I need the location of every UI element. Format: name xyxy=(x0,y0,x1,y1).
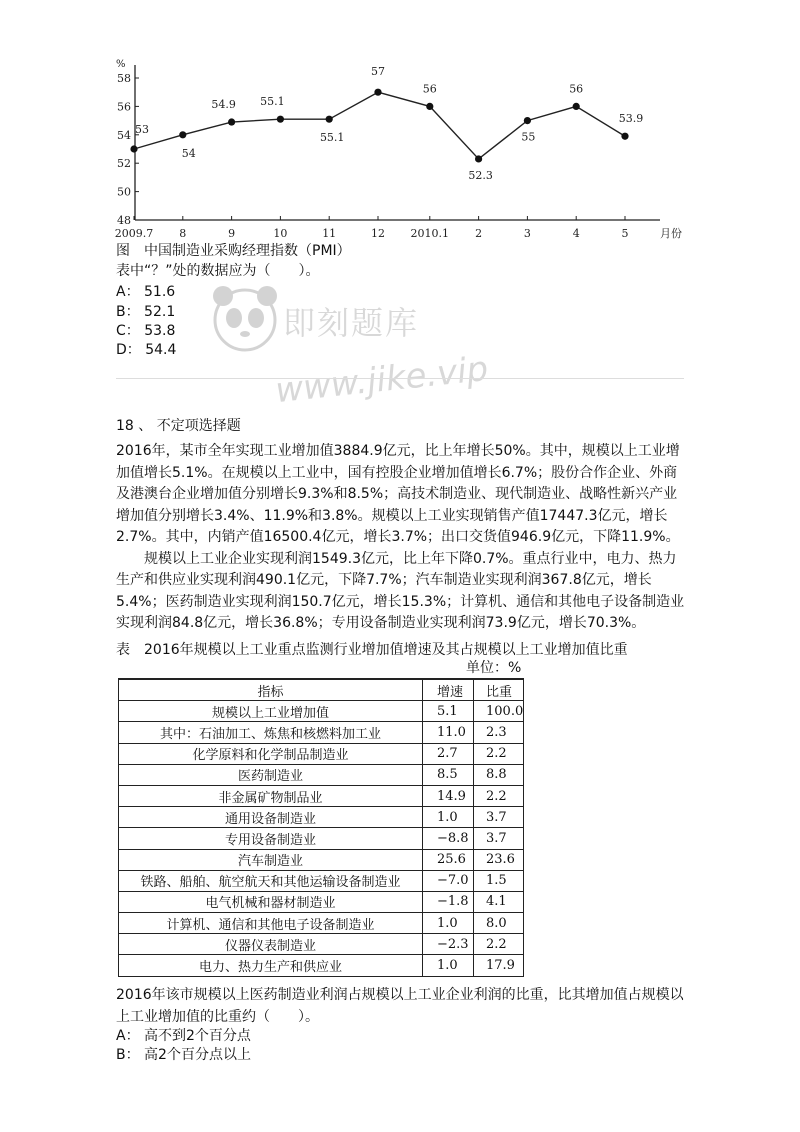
chart-caption: 图 中国制造业采购经理指数（PMI） xyxy=(116,243,351,259)
data-label: 57 xyxy=(371,65,385,79)
q17-question: 表中“？”处的数据应为（ ）。 xyxy=(116,263,320,279)
question-divider xyxy=(116,378,684,379)
table-cell-indicator: 电气机械和器材制造业 xyxy=(119,891,423,912)
x-tick-label: 2 xyxy=(475,227,483,240)
x-tick-label: 2009.7 xyxy=(114,227,154,240)
q18-option-b[interactable]: B： 高2个百分点以上 xyxy=(116,1047,251,1063)
data-point xyxy=(621,133,628,140)
data-point xyxy=(475,155,482,162)
table-cell-growth: 25.6 xyxy=(423,849,474,870)
table-cell-indicator: 汽车制造业 xyxy=(119,849,423,870)
industry-table xyxy=(118,678,524,977)
table-row xyxy=(119,891,524,912)
data-label: 55.1 xyxy=(260,95,285,109)
q18-paragraph-2: 规模以上工业企业实现利润1549.3亿元，比上年下降0.7%。重点行业中，电力、热力生产和供应业实现利润490.1亿元，下降7.7%；汽车制造业实现利润367.8亿元，增长5.4%；医药制造业实现利润150.7亿元，增长15.3%；计算机、通信和其他电子设备制造业实现利润84.8亿元，增长36.8%；专用设备制造业实现利润73.9亿元，增长70.3%。 xyxy=(116,550,685,631)
table-cell-indicator: 铁路、船舶、航空航天和其他运输设备制造业 xyxy=(119,870,423,891)
table-cell-growth: 14.9 xyxy=(423,785,474,806)
table-row xyxy=(119,722,524,743)
data-point xyxy=(524,117,531,124)
table-cell-growth: −8.8 xyxy=(423,828,474,849)
table-cell-share: 2.3 xyxy=(474,722,524,743)
data-label: 56 xyxy=(422,82,437,96)
panda-logo-icon xyxy=(205,278,285,358)
table-cell-growth: 2.7 xyxy=(423,743,474,764)
table-cell-indicator: 规模以上工业增加值 xyxy=(119,701,423,722)
y-tick-label: 54 xyxy=(117,128,131,142)
table-row xyxy=(119,807,524,828)
table-header-share: 比重 xyxy=(474,679,524,701)
x-tick-label: 9 xyxy=(228,227,236,240)
table-row xyxy=(119,785,524,806)
x-tick-label: 12 xyxy=(371,227,385,240)
table-unit: 单位：% xyxy=(466,660,522,676)
table-cell-growth: 11.0 xyxy=(423,722,474,743)
table-cell-indicator: 医药制造业 xyxy=(119,764,423,785)
y-tick-label: 50 xyxy=(117,185,131,199)
x-tick-label: 11 xyxy=(322,227,337,240)
x-tick-label: 4 xyxy=(572,227,580,240)
table-cell-growth: 8.5 xyxy=(423,764,474,785)
data-point xyxy=(326,116,333,123)
x-tick-label: 8 xyxy=(179,227,187,240)
q18-paragraph-1: 2016年，某市全年实现工业增加值3884.9亿元，比上年增长50%。其中，规模以上工业增加值增长5.1%。在规模以上工业中，国有控股企业增加值增长6.7%；股份合作企业、外商及港澳台企业增加值分别增长9.3%和8.5%；高技术制造业、现代制造业、战略性新兴产业增加值分别增长3.4%、11.9%和3.8%。规模以上工业实现销售产值17447.3亿元，增长2.7%。其中，内销产值16500.4亿元，增长3.7%；出口交货值946.9亿元，下降11.9%。 xyxy=(116,443,680,545)
data-point xyxy=(130,145,137,152)
table-cell-share: 8.0 xyxy=(474,913,524,934)
table-header-indicator: 指标 xyxy=(119,679,423,701)
data-point xyxy=(426,103,433,110)
data-label: 55 xyxy=(521,130,536,144)
table-cell-growth: −7.0 xyxy=(423,870,474,891)
table-cell-growth: 1.0 xyxy=(423,807,474,828)
data-label: 54.9 xyxy=(211,98,236,112)
table-cell-share: 100.0 xyxy=(474,701,524,722)
y-axis-label: % xyxy=(116,59,126,70)
q18-question: 2016年该市规模以上医药制造业利润占规模以上工业企业利润的比重，比其增加值占规模以上工业增加值的比重约（ ）。 xyxy=(116,987,684,1025)
pmi-line-chart xyxy=(100,55,700,250)
table-cell-indicator: 其中：石油加工、炼焦和核燃料加工业 xyxy=(119,722,423,743)
q17-option-b[interactable]: B： 52.1 xyxy=(116,304,176,320)
table-row xyxy=(119,955,524,976)
watermark xyxy=(205,278,491,428)
data-label: 54 xyxy=(181,146,196,160)
q18-option-a[interactable]: A： 高不到2个百分点 xyxy=(116,1028,251,1044)
q18-header: 18 、 不定项选择题 xyxy=(116,418,241,434)
data-label: 56 xyxy=(569,82,584,96)
x-tick-label: 3 xyxy=(523,227,531,240)
data-point xyxy=(228,118,235,125)
table-cell-share: 4.1 xyxy=(474,891,524,912)
table-header-row xyxy=(119,679,524,701)
table-cell-share: 3.7 xyxy=(474,807,524,828)
q18-passage xyxy=(116,441,688,635)
data-point xyxy=(573,103,580,110)
table-row xyxy=(119,870,524,891)
table-cell-indicator: 非金属矿物制品业 xyxy=(119,785,423,806)
y-tick-label: 58 xyxy=(117,72,131,85)
table-row xyxy=(119,828,524,849)
table-cell-share: 3.7 xyxy=(474,828,524,849)
table-cell-share: 2.2 xyxy=(474,743,524,764)
table-cell-share: 17.9 xyxy=(474,955,524,976)
table-row xyxy=(119,764,524,785)
table-cell-indicator: 专用设备制造业 xyxy=(119,828,423,849)
table-row xyxy=(119,934,524,955)
table-cell-share: 23.6 xyxy=(474,849,524,870)
x-tick-label: 2010.1 xyxy=(410,227,450,240)
table-cell-growth: 1.0 xyxy=(423,913,474,934)
table-row xyxy=(119,849,524,870)
table-cell-growth: −2.3 xyxy=(423,934,474,955)
table-cell-share: 2.2 xyxy=(474,785,524,806)
data-label: 55.1 xyxy=(319,131,345,145)
q17-option-d[interactable]: D： 54.4 xyxy=(116,342,177,358)
y-tick-label: 56 xyxy=(117,100,131,114)
table-row xyxy=(119,743,524,764)
q17-option-a[interactable]: A： 51.6 xyxy=(116,284,176,300)
table-cell-share: 2.2 xyxy=(474,934,524,955)
table-row xyxy=(119,701,524,722)
table-title: 表 2016年规模以上工业重点监测行业增加值增速及其占规模以上工业增加值比重 xyxy=(116,642,628,658)
data-point xyxy=(179,131,186,138)
table-cell-growth: 1.0 xyxy=(423,955,474,976)
table-header-growth: 增速 xyxy=(423,679,474,701)
data-point xyxy=(277,116,284,123)
data-point xyxy=(374,89,381,96)
data-label: 52.3 xyxy=(468,168,493,182)
watermark-url: www.jike.vip xyxy=(273,348,491,412)
pmi-series-line xyxy=(134,92,625,159)
x-axis-label: 月份 xyxy=(660,227,682,240)
table-cell-indicator: 计算机、通信和其他电子设备制造业 xyxy=(119,913,423,934)
y-tick-label: 48 xyxy=(117,214,131,227)
table-cell-indicator: 化学原料和化学制品制造业 xyxy=(119,743,423,764)
table-cell-share: 8.8 xyxy=(474,764,524,785)
q17-option-c[interactable]: C： 53.8 xyxy=(116,323,176,339)
table-cell-share: 1.5 xyxy=(474,870,524,891)
table-cell-indicator: 电力、热力生产和供应业 xyxy=(119,955,423,976)
table-cell-growth: −1.8 xyxy=(423,891,474,912)
data-label: 53.9 xyxy=(618,112,644,126)
watermark-brand: 即刻题库 xyxy=(283,304,420,342)
x-tick-label: 5 xyxy=(621,227,629,240)
table-row xyxy=(119,913,524,934)
pmi-chart-svg xyxy=(100,55,700,250)
x-tick-label: 10 xyxy=(273,227,288,240)
table-cell-growth: 5.1 xyxy=(423,701,474,722)
table-cell-indicator: 通用设备制造业 xyxy=(119,807,423,828)
table-cell-indicator: 仪器仪表制造业 xyxy=(119,934,423,955)
y-tick-label: 52 xyxy=(117,157,131,171)
data-label: 53 xyxy=(135,123,149,136)
